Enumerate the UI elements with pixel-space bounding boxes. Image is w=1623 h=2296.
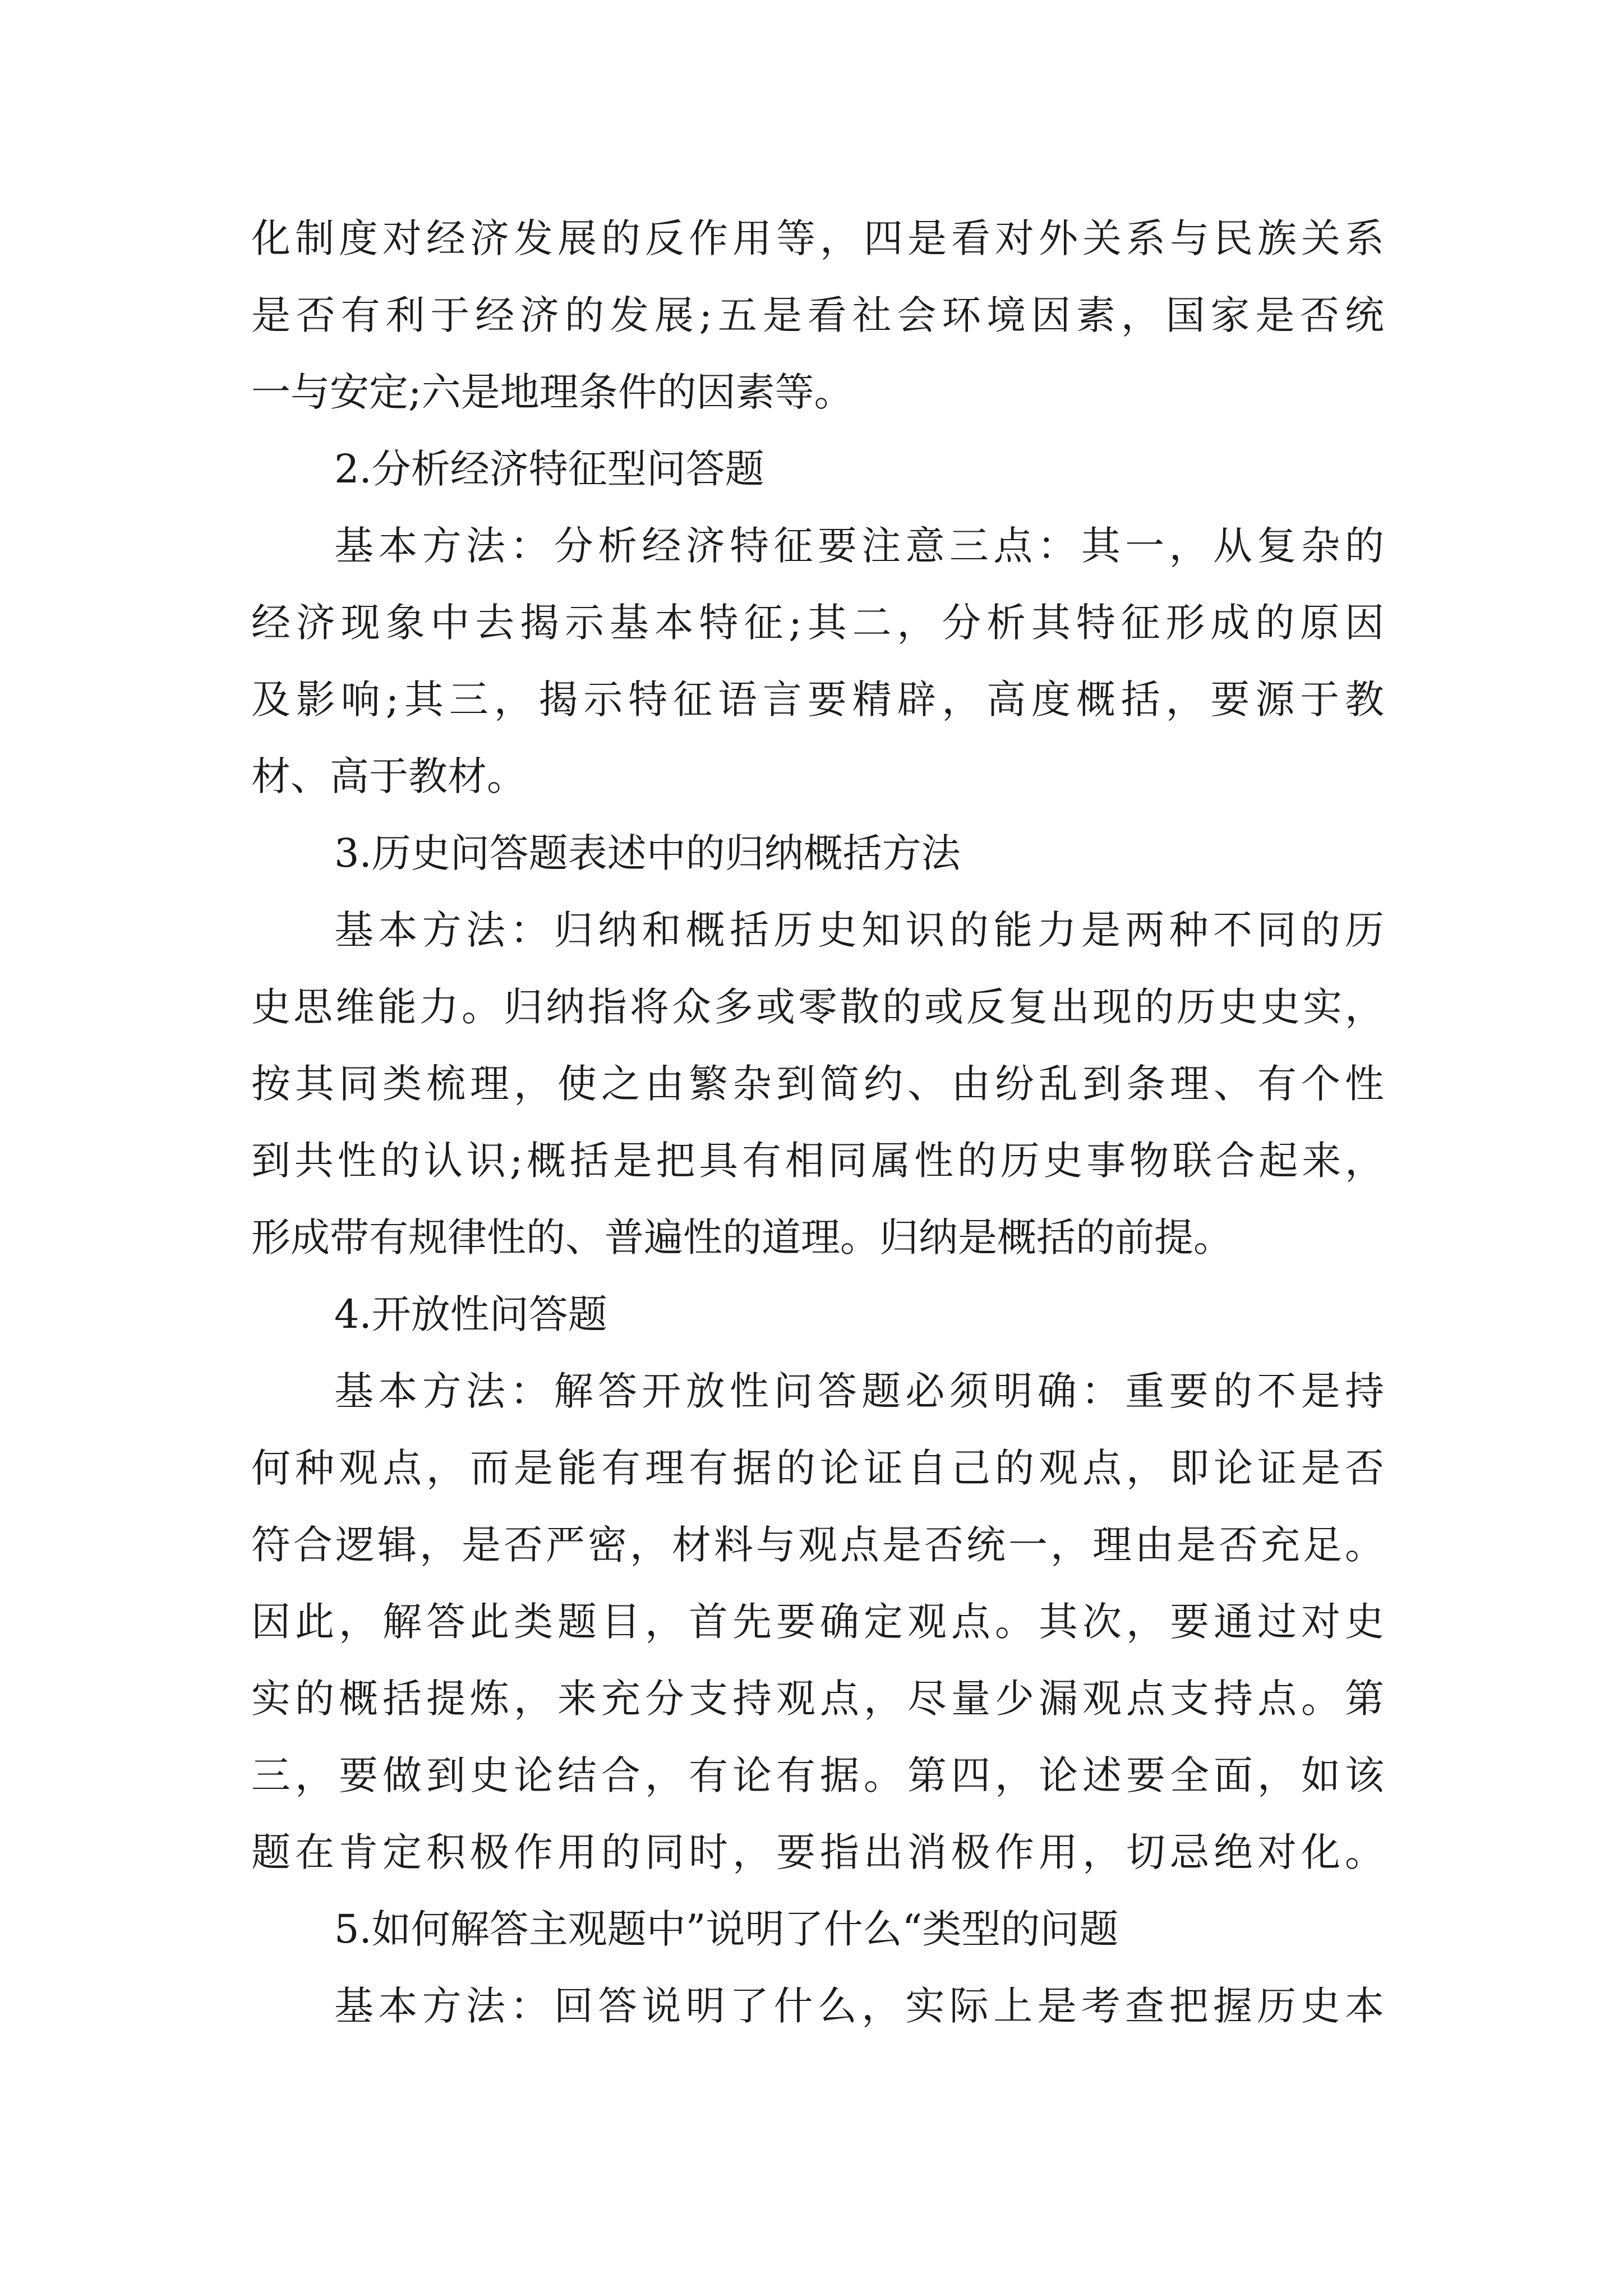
section-heading: 3.历史问答题表述中的归纳概括方法 [334, 830, 961, 876]
paragraph-line: 一与安定;六是地理条件的因素等。 [251, 369, 854, 415]
paragraph-line: 符合逻辑，是否严密，材料与观点是否统一，理由是否充足。 [251, 1522, 1384, 1568]
paragraph-line: 题在肯定积极作用的同时，要指出消极作用，切忌绝对化。 [251, 1829, 1384, 1875]
paragraph-line: 按其同类梳理，使之由繁杂到简约、由纷乱到条理、有个性 [251, 1061, 1384, 1107]
paragraph-line: 及影响;其三，揭示特征语言要精辟，高度概括，要源于教 [251, 677, 1384, 723]
section-heading: 4.开放性问答题 [334, 1291, 607, 1337]
paragraph-line: 基本方法：解答开放性问答题必须明确：重要的不是持 [334, 1368, 1384, 1414]
paragraph-line: 化制度对经济发展的反作用等，四是看对外关系与民族关系 [251, 215, 1384, 261]
paragraph-line: 基本方法：回答说明了什么，实际上是考查把握历史本 [334, 1983, 1384, 2029]
paragraph-line: 材、高于教材。 [251, 753, 526, 799]
paragraph-line: 因此，解答此类题目，首先要确定观点。其次，要通过对史 [251, 1599, 1384, 1645]
paragraph-line: 基本方法：归纳和概括历史知识的能力是两种不同的历 [334, 907, 1384, 953]
paragraph-line: 经济现象中去揭示基本特征;其二，分析其特征形成的原因 [251, 600, 1384, 646]
paragraph-line: 三，要做到史论结合，有论有据。第四，论述要全面，如该 [251, 1752, 1384, 1798]
paragraph-line: 实的概括提炼，来充分支持观点，尽量少漏观点支持点。第 [251, 1676, 1384, 1722]
paragraph-line: 史思维能力。归纳指将众多或零散的或反复出现的历史史实， [251, 984, 1384, 1030]
section-heading: 2.分析经济特征型问答题 [334, 446, 764, 492]
paragraph-line: 基本方法：分析经济特征要注意三点：其一，从复杂的 [334, 523, 1384, 569]
paragraph-line: 形成带有规律性的、普遍性的道理。归纳是概括的前提。 [251, 1214, 1233, 1260]
paragraph-line: 到共性的认识;概括是把具有相同属性的历史事物联合起来， [251, 1138, 1384, 1184]
section-heading: 5.如何解答主观题中”说明了什么“类型的问题 [334, 1906, 1119, 1952]
paragraph-line: 是否有利于经济的发展;五是看社会环境因素，国家是否统 [251, 292, 1384, 338]
paragraph-line: 何种观点，而是能有理有据的论证自己的观点，即论证是否 [251, 1445, 1384, 1491]
